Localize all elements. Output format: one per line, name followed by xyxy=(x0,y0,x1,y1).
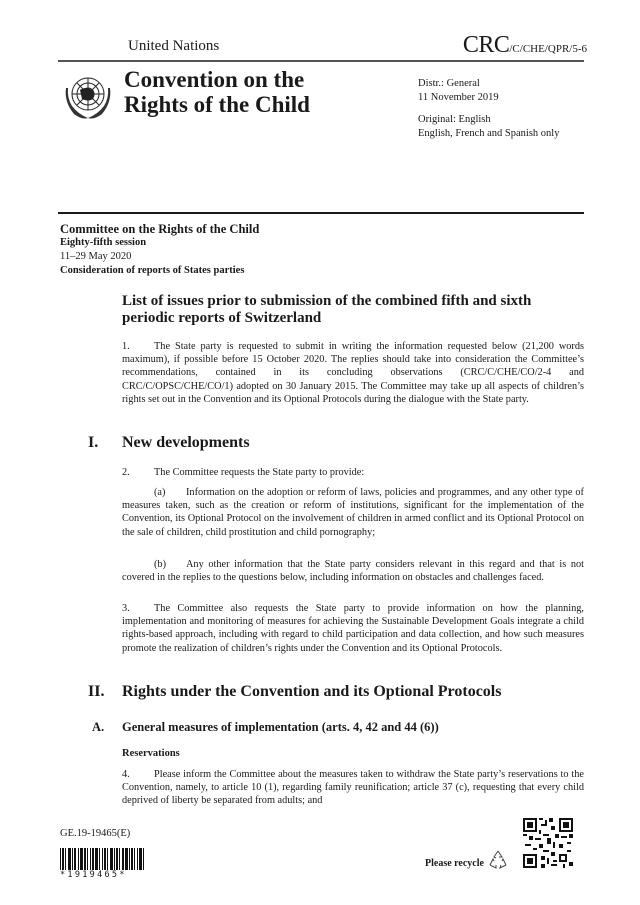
title-line-1: Convention on the xyxy=(124,67,305,92)
paragraph-number: 3. xyxy=(122,603,130,614)
subparagraph-letter: (a) xyxy=(154,487,166,498)
distribution: Distr.: General xyxy=(418,78,480,89)
paragraph-1 xyxy=(122,340,584,406)
distribution-block xyxy=(418,77,499,105)
session-dates: 11–29 May 2020 xyxy=(60,251,132,262)
paragraph-number: 1. xyxy=(122,341,130,352)
available-languages: English, French and Spanish only xyxy=(418,128,560,139)
barcode-number: *1919465* xyxy=(60,870,127,880)
subparagraph-letter: (b) xyxy=(154,559,167,570)
convention-title xyxy=(124,67,310,117)
issue-date: 11 November 2019 xyxy=(418,92,499,103)
session: Eighty-fifth session xyxy=(60,237,147,248)
paragraph-3 xyxy=(122,602,584,655)
header-divider xyxy=(58,60,584,62)
barcode-icon xyxy=(60,848,154,870)
section-title: Rights under the Convention and its Optional Protocols xyxy=(122,683,502,700)
paragraph-2 xyxy=(122,466,584,479)
agenda-item: Consideration of reports of States parties xyxy=(60,265,245,276)
document-symbol xyxy=(463,32,587,59)
original-language: Original: English xyxy=(418,114,491,125)
subsection-heading-a xyxy=(92,720,439,735)
recycle-label: Please recycle xyxy=(425,858,484,869)
symbol-main: CRC xyxy=(462,32,510,58)
section-number: II. xyxy=(88,683,105,700)
paragraph-number: 2. xyxy=(122,467,130,478)
title-line-2: Rights of the Child xyxy=(124,92,310,117)
section-number: I. xyxy=(88,434,99,451)
paragraph-text: The Committee also requests the State party to provide information on how the planning, implementation and monitoring of measures for achieving the Sustainable Development Goals integrate a child rights-based approach, including with regard to child participation and data collection, and how such measures promote the realization of children’s rights under the Convention and its Optional Protocols. xyxy=(122,603,584,654)
document-title: List of issues prior to submission of the combined fifth and sixth periodic reports of Switzerland xyxy=(122,293,532,326)
committee-divider xyxy=(58,212,584,214)
paragraph-text: Information on the adoption or reform of laws, policies and programmes, and any other type of measures taken, such as the creation or reform of institutions, significant for the implementation of the Convention, its Optional Protocol on the involvement of children in armed conflict and its Optional Protocol on the sale of children, child prostitution and child pornography; xyxy=(122,487,584,538)
section-heading-2 xyxy=(88,683,501,701)
paragraph-2b xyxy=(122,558,584,584)
job-number: GE.19-19465(E) xyxy=(60,828,131,839)
qr-code-icon xyxy=(523,818,573,868)
recycle-icon xyxy=(486,848,510,872)
paragraph-text: Any other information that the State party considers relevant in this regard and that is not covered in the replies to the questions below, including information on obstacles and challenges faced. xyxy=(122,559,584,584)
un-emblem-icon xyxy=(60,68,116,124)
section-heading-1 xyxy=(88,434,250,452)
paragraph-number: 4. xyxy=(122,769,130,780)
paragraph-text: The Committee requests the State party to provide: xyxy=(154,467,365,478)
subsection-title: General measures of implementation (arts. 4, 42 and 44 (6)) xyxy=(122,720,439,734)
language-block xyxy=(418,113,559,141)
subsection-letter: A. xyxy=(92,720,105,734)
organization-name: United Nations xyxy=(128,38,220,54)
committee-block xyxy=(60,222,259,278)
section-title: New developments xyxy=(122,434,250,451)
committee-name: Committee on the Rights of the Child xyxy=(60,222,260,236)
symbol-sub: /C/CHE/QPR/5-6 xyxy=(509,43,587,55)
paragraph-4 xyxy=(122,768,584,808)
reservations-heading: Reservations xyxy=(122,748,180,759)
paragraph-text: The State party is requested to submit in writing the information requested below (21,200 words maximum), if possible before 15 October 2020. The replies should take into consideration the Committee’s recommendations, contained in its concluding observations (CRC/C/CHE/CO/2-4 and CRC/C/OPSC/CHE/CO/1) adopted on 30 January 2015. The Committee may take up all aspects of children’s rights set out in the Convention and its Optional Protocols during the dialogue with the State party. xyxy=(122,341,584,405)
paragraph-2a xyxy=(122,486,584,539)
paragraph-text: Please inform the Committee about the measures taken to withdraw the State party’s reservations to the Convention, namely, to article 10 (1), regarding family reunification; article 37 (c), requesting that every child deprived of liberty be separated from adults; and xyxy=(122,769,584,807)
